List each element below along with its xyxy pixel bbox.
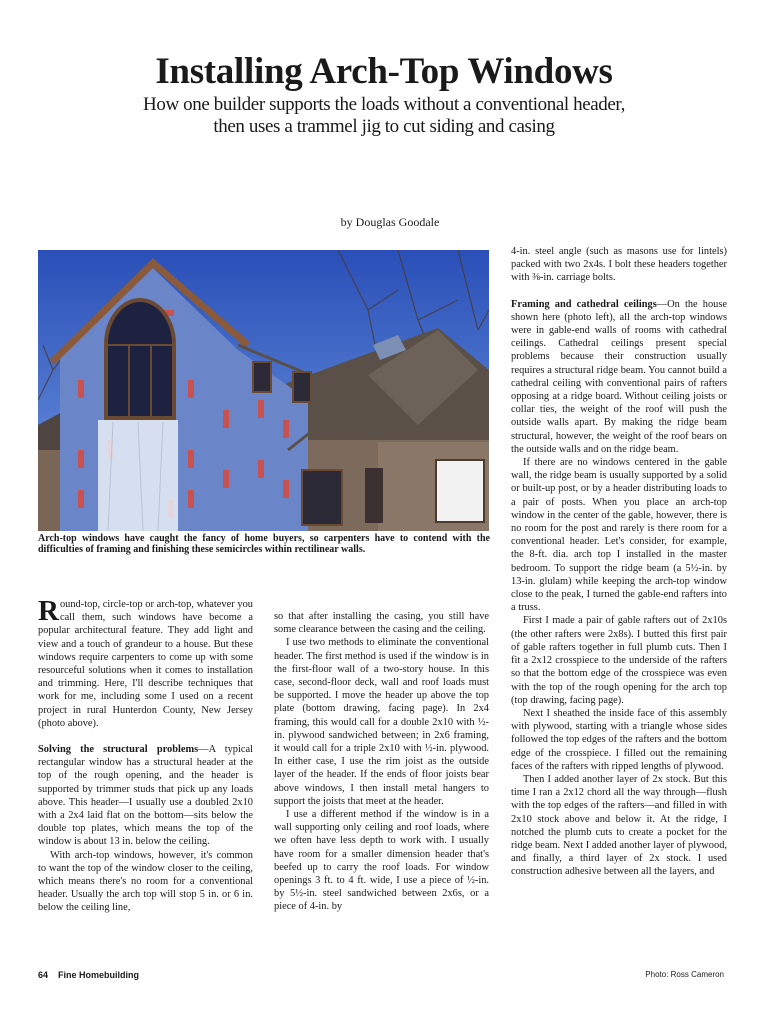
magazine-name: Fine Homebuilding [58, 970, 140, 980]
intro-paragraph [38, 595, 253, 730]
photo-caption: Arch-top windows have caught the fancy of home buyers, so carpenters have to contend with the difficulties of framing and finishing these semicircles within rectilinear walls. [38, 533, 490, 555]
column-3 [511, 245, 727, 879]
paragraph: I use a different method if the window is in a wall supporting only ceiling and roof loads, where we often have less depth to work with. I usually have room for a smaller dimension header that's beefed up to carry the roof loads. For window openings 3 ft. to 4 ft. wide, I use a piece of ½-in. by 5½-in. steel sandwiched between 2x6s, or a piece of 4-in. by [274, 809, 489, 913]
page-number: 64 [38, 970, 49, 980]
column-1 [38, 595, 254, 915]
paragraph: Then I added another layer of 2x stock. But this time I ran a 2x12 chord all the way through—flush with the top edges of the rafters—and filled in with 2x10 stock above and below it. At the ridge, I notched the plumb cuts to create a pocket for the ridge beam. Next I added another layer of plywood, and finally, a third layer of 2x stock. I used construction adhesive between all the layers, and [511, 773, 727, 878]
article-subtitle [60, 94, 708, 138]
photo-credit: Photo: Ross Cameron [645, 970, 724, 979]
page-footer [38, 970, 139, 980]
paragraph: 4-in. steel angle (such as masons use for lintels) packed with two 2x4s. I bolt these headers together with ⅜-in. carriage bolts. [511, 246, 727, 284]
paragraph: First I made a pair of gable rafters out of 2x10s (the other rafters were 2x8s). I butted this first pair of gable rafters together in full plumb cuts. Then I fit a 2x12 crosspiece to the underside of the rafters so that the bottom edge of the crosspiece was even with the top of the rough opening for the arch top (top drawing, facing page). [511, 615, 727, 706]
column-2 [274, 610, 489, 914]
section-text: —On the house shown here (photo left), all the arch-top windows were in gable-end walls of rooms with cathedral ceilings. Cathedral ceilings present special problems because their construction usually requires a structural ridge beam. You cannot build a cathedral ceiling with conventional pairs of rafters opposing at a ridge board. Without ceiling joists or collar ties, the weight of the roof will push the outside walls apart. By making the ridge beam structural, however, the weight of the roof bears on the outside walls and on the ridge beam. [511, 298, 727, 455]
intro-text: ound-top, circle-top or arch-top, whatever you call them, such windows have become a popular architectural feature. They add light and view and a touch of grandeur to a house. But these windows require carpenters to come up with some resourceful solutions when it comes to installation and trimming. Here, I'll describe techniques that work for me, including some I used on a recent project in rural Hunterdon County, New Jersey (photo above). [38, 599, 253, 729]
paragraph: If there are no windows centered in the gable wall, the ridge beam is usually supported by a solid or built-up post, or by a header distributing loads to a pair of posts. When you place an arch-top window in the center of the gable, however, there is no room for the post and rarely is there room for a conventional header. Let's consider, for example, the 8-ft. dia. arch top I installed in the master bedroom. To support the ridge beam (a 5½-in. by 13-in. glulam) while keeping the arch-top window close to the peak, I turned the gable-end rafters into a truss. [511, 457, 727, 614]
subtitle-line-2: then uses a trammel jig to cut siding and casing [213, 116, 555, 137]
section-text: —A typical rectangular window has a structural header at the top of the rough opening, and the header is supported by trimmer studs that pick up any loads above. This header—I usually use a doubled 2x10 with a 2x4 laid flat on the bottom—sits below the double top plates, which means the top of the window is about 13 in. below the ceiling. [38, 744, 254, 848]
byline: by Douglas Goodale [340, 215, 440, 229]
subtitle-line-1: How one builder supports the loads without a conventional header, [143, 94, 625, 115]
drop-cap: R [38, 595, 59, 627]
paragraph: Next I sheathed the inside face of this assembly with plywood, starting with a triangle whose sides followed the top edges of the rafters and the bottom edge of the crosspiece. I filled out the remaining faces of the rafters with ripped lengths of plywood. [511, 707, 727, 772]
article-title: Installing Arch-Top Windows [155, 51, 613, 92]
paragraph: I use two methods to eliminate the conventional header. The first method is used if the window is in the first-floor wall of a two-story house. In this case, second-floor deck, wall and roof loads must be supported. I move the header up above the top plate (bottom drawing, facing page). In 2x4 framing, this would call for a double 2x10 with ½-in. plywood sandwiched between; in 2x6 framing, it would call for a triple 2x10 with ½-in. plywood. In either case, I use the rim joist as the outside layer of the header. If the ends of floor joists bear above windows, I then install metal hangers to support the joists that meet at the header. [274, 637, 489, 807]
section-structural [38, 743, 253, 849]
paragraph: so that after installing the casing, you still have some clearance between the casing and the ceiling. [274, 611, 489, 636]
house-photo [38, 250, 489, 531]
paragraph: With arch-top windows, however, it's common to want the top of the window closer to the ceiling, which means there's no room for a conventional header. Usually the arch top will stop 5 in. or 6 in. below the ceiling line, [38, 849, 253, 914]
section-framing [511, 298, 727, 456]
run-in-head: Framing and cathedral ceilings [511, 298, 657, 310]
run-in-head: Solving the structural problems [38, 744, 199, 756]
